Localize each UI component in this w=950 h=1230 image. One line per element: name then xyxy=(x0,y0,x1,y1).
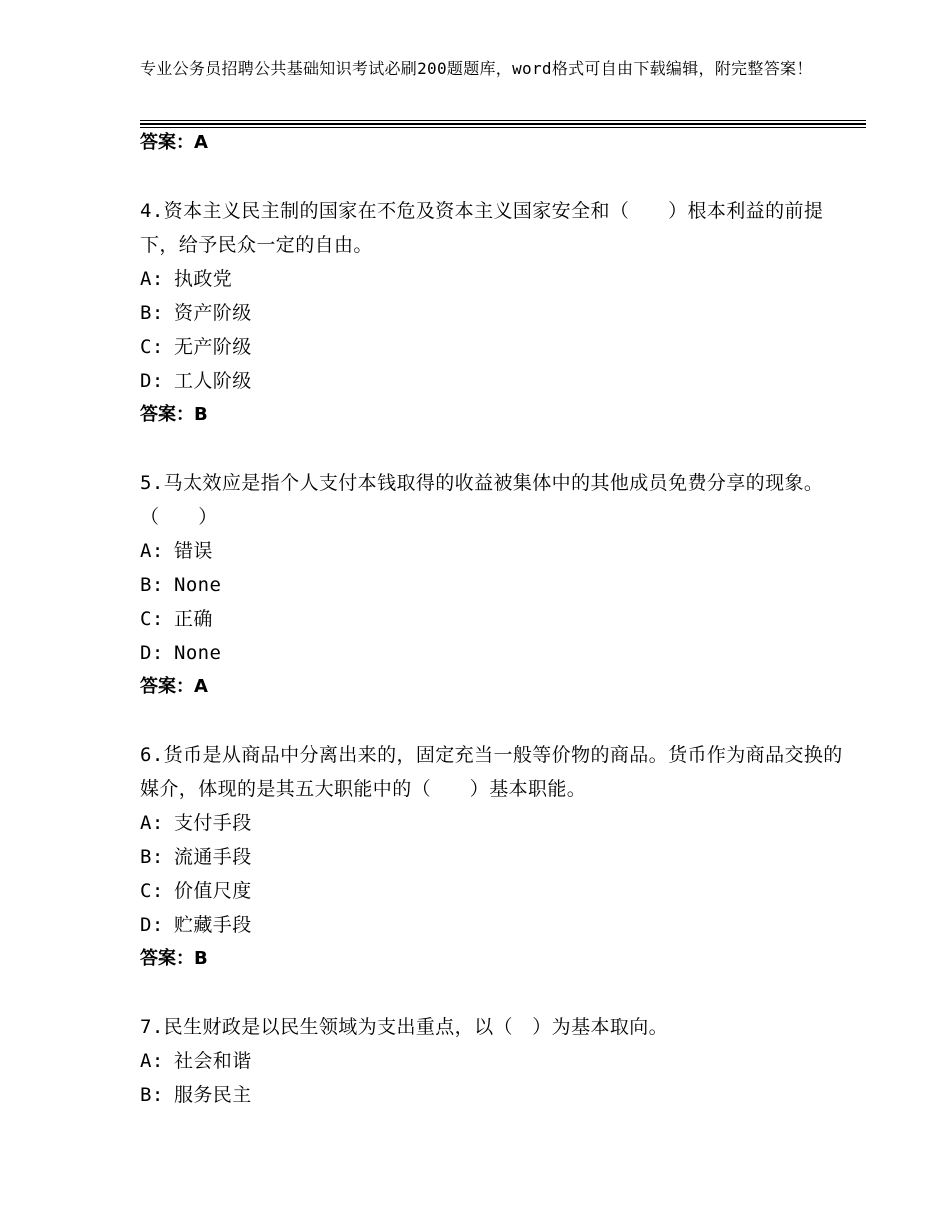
option-text: 无产阶级 xyxy=(174,336,252,358)
option-letter: D: xyxy=(140,642,164,664)
question-list xyxy=(140,126,860,1112)
answer-line: 答案：A xyxy=(140,676,208,697)
question-stem: 6.货币是从商品中分离出来的，固定充当一般等价物的商品。货币作为商品交换的媒介，体现的是其五大职能中的（ ）基本职能。 xyxy=(140,744,843,800)
option-text: 服务民主 xyxy=(174,1084,252,1106)
option-text: None xyxy=(174,574,222,596)
option-b xyxy=(140,568,860,602)
option-text: 流通手段 xyxy=(174,846,252,868)
option-letter: C: xyxy=(140,608,164,630)
header-divider-top xyxy=(140,120,866,121)
option-text: 工人阶级 xyxy=(174,370,252,392)
question-stem: 4.资本主义民主制的国家在不危及资本主义国家安全和（ ）根本利益的前提下，给予民众一定的自由。 xyxy=(140,200,824,256)
option-b xyxy=(140,1078,860,1112)
option-letter: A: xyxy=(140,268,164,290)
question-block xyxy=(140,466,860,704)
header-divider-middle xyxy=(140,123,866,125)
option-b xyxy=(140,840,860,874)
option-d xyxy=(140,364,860,398)
question-block xyxy=(140,738,860,976)
option-text: 贮藏手段 xyxy=(174,914,252,936)
option-text: 社会和谐 xyxy=(174,1050,252,1072)
question-block xyxy=(140,1010,860,1112)
option-c xyxy=(140,602,860,636)
option-letter: D: xyxy=(140,370,164,392)
option-text: 执政党 xyxy=(174,268,233,290)
option-text: 资产阶级 xyxy=(174,302,252,324)
option-text: 价值尺度 xyxy=(174,880,252,902)
option-a xyxy=(140,262,860,296)
option-text: 正确 xyxy=(174,608,213,630)
answer-line: 答案：A xyxy=(140,132,208,153)
answer-line: 答案：B xyxy=(140,948,208,969)
option-letter: D: xyxy=(140,914,164,936)
option-letter: A: xyxy=(140,1050,164,1072)
option-letter: A: xyxy=(140,540,164,562)
option-d xyxy=(140,636,860,670)
option-c xyxy=(140,330,860,364)
option-letter: B: xyxy=(140,1084,164,1106)
option-text: 支付手段 xyxy=(174,812,252,834)
option-letter: B: xyxy=(140,846,164,868)
page-header: 专业公务员招聘公共基础知识考试必刷200题题库，word格式可自由下载编辑，附完整答案！ xyxy=(140,59,813,78)
option-letter: C: xyxy=(140,336,164,358)
option-d xyxy=(140,908,860,942)
option-text: 错误 xyxy=(174,540,213,562)
question-stem: 5.马太效应是指个人支付本钱取得的收益被集体中的其他成员免费分享的现象。（ ） xyxy=(140,472,824,528)
option-b xyxy=(140,296,860,330)
option-a xyxy=(140,534,860,568)
question-stem: 7.民生财政是以民生领域为支出重点，以（ ）为基本取向。 xyxy=(140,1016,669,1038)
question-block xyxy=(140,194,860,432)
option-text: None xyxy=(174,642,222,664)
option-letter: B: xyxy=(140,302,164,324)
option-c xyxy=(140,874,860,908)
option-letter: B: xyxy=(140,574,164,596)
answer-line: 答案：B xyxy=(140,404,208,425)
option-a xyxy=(140,806,860,840)
option-a xyxy=(140,1044,860,1078)
option-letter: C: xyxy=(140,880,164,902)
option-letter: A: xyxy=(140,812,164,834)
